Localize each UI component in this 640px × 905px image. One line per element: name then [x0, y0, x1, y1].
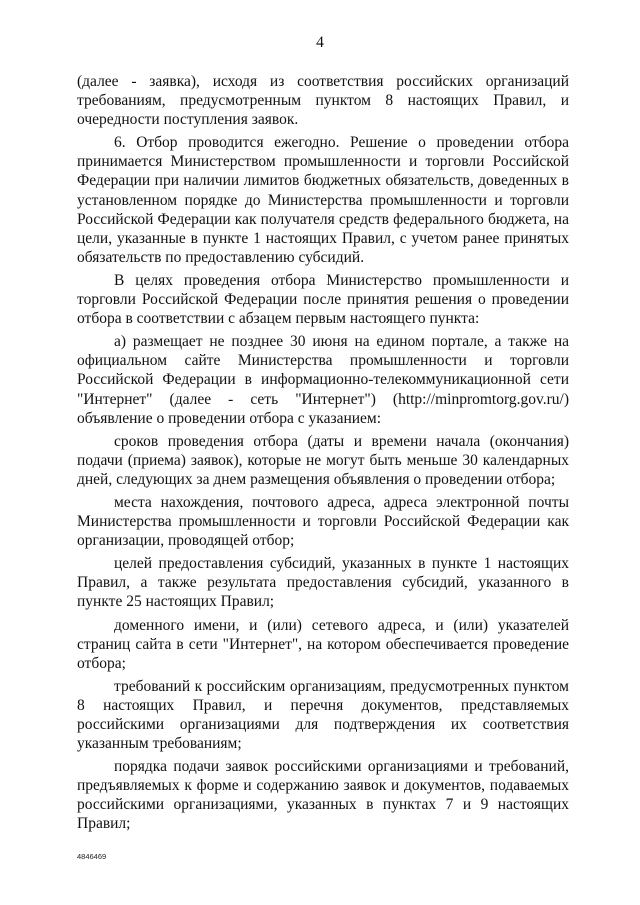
paragraph-selection-purpose: В целях проведения отбора Министерство промышленности и торговли Российской Федерации после принятия решения о проведении отбора в соответствии с абзацем первым настоящего пункта:	[77, 271, 569, 328]
paragraph-deadlines: сроков проведения отбора (даты и времени начала (окончания) подачи (приема) заявок), которые не могут быть меньше 30 календарных дней, следующих за днем размещения объявления о проведении отбора;	[77, 432, 569, 488]
document-body	[77, 72, 569, 838]
paragraph-item-6: 6. Отбор проводится ежегодно. Решение о проведении отбора принимается Министерством промышленности и торговли Российской Федерации при наличии лимитов бюджетных обязательств, доведенных в установленном порядке до Министерства промышленности и торговли Российской Федерации как получателя средств федерального бюджета, на цели, указанные в пункте 1 настоящих Правил, с учетом ранее принятых обязательств по предоставлению субсидий.	[77, 134, 569, 266]
paragraph-continuation: (далее - заявка), исходя из соответствия российских организаций требованиям, предусмотренным пунктом 8 настоящих Правил, и очередности поступления заявок.	[77, 73, 569, 129]
paragraph-goals: целей предоставления субсидий, указанных в пункте 1 настоящих Правил, а также результата предоставления субсидий, указанного в пункте 25 настоящих Правил;	[77, 555, 569, 611]
paragraph-requirements: требований к российским организациям, предусмотренных пунктом 8 настоящих Правил, и перечня документов, представляемых российскими организациями для подтверждения их соответствия указанным требованиям;	[77, 677, 569, 753]
paragraph-application-procedure: порядка подачи заявок российскими организациями и требований, предъявляемых к форме и содержанию заявок и документов, подаваемых российскими организациями, указанных в пунктах 7 и 9 настоящих Правил;	[77, 758, 569, 833]
paragraph-subitem-a: а) размещает не позднее 30 июня на едином портале, а также на официальном сайте Министерства промышленности и торговли Российской Федерации в информационно-телекоммуникационной сети "Интернет" (далее - сеть "Интернет") (http://minpromtorg.gov.ru/) объявление о проведении отбора с указанием:	[77, 333, 569, 427]
paragraph-location: места нахождения, почтового адреса, адреса электронной почты Министерства промышленности и торговли Российской Федерации как организации, проводящей отбор;	[77, 493, 569, 550]
paragraph-domain: доменного имени, и (или) сетевого адреса, и (или) указателей страниц сайта в сети "Интернет", на котором обеспечивается проведение отбора;	[77, 616, 569, 672]
page-number: 4	[316, 34, 324, 51]
document-code: 4846469	[77, 852, 107, 861]
